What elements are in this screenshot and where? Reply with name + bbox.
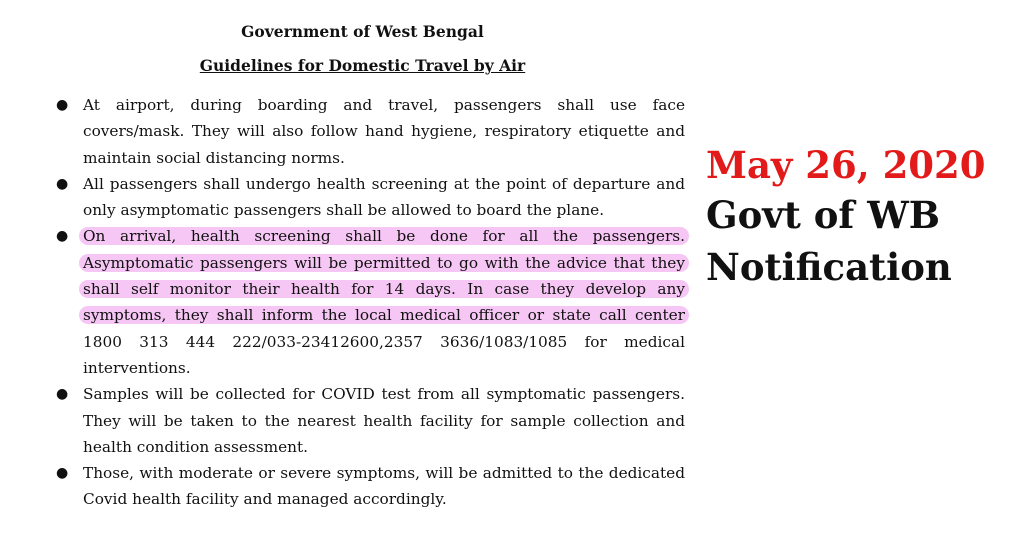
- list-item-text: Those, with moderate or severe symptoms, will be admitted to the dedicated Covid health facility and managed accordingly.: [83, 464, 685, 509]
- notification-date: May 26, 2020: [706, 143, 986, 187]
- list-item: [40, 92, 685, 171]
- notification-label: Notification: [706, 245, 952, 289]
- guidelines-title: Guidelines for Domestic Travel by Air: [199, 56, 526, 75]
- bullet-icon: ●: [56, 97, 69, 113]
- list-item: [40, 381, 685, 460]
- highlighted-text: On arrival, health screening shall be done for all the passengers. Asymptomatic passengers will be permitted to go with the advice that they shall self monitor their health for 14 days. In case they develop any symptoms, they shall inform the local medical officer or state call center: [79, 227, 689, 324]
- bullet-icon: ●: [56, 175, 69, 192]
- bullet-icon: ●: [56, 465, 69, 482]
- notification-caption: [706, 141, 1016, 293]
- bullet-icon: ●: [56, 228, 69, 245]
- list-item: [40, 460, 685, 513]
- guidelines-list: [40, 92, 685, 513]
- government-heading: Government of West Bengal: [241, 22, 484, 41]
- list-item-text: 1800 313 444 222/033-23412600,2357 3636/1083/1085 for medical interventions.: [83, 332, 685, 377]
- list-item-text: All passengers shall undergo health screening at the point of departure and only asymptomatic passengers shall be allowed to board the plane.: [83, 174, 685, 220]
- guidelines-document: [40, 14, 685, 513]
- list-item-text: Samples will be collected for COVID test from all symptomatic passengers. They will be taken to the nearest health facility for sample collection and health condition assessment.: [83, 385, 685, 456]
- list-item: [40, 223, 685, 381]
- bullet-icon: ●: [56, 386, 69, 403]
- list-item: [40, 171, 685, 224]
- list-item-text: At airport, during boarding and travel, passengers shall use face covers/mask. They will also follow hand hygiene, respiratory etiquette and maintain social distancing norms.: [83, 96, 685, 167]
- notification-issuer: Govt of WB: [706, 193, 941, 237]
